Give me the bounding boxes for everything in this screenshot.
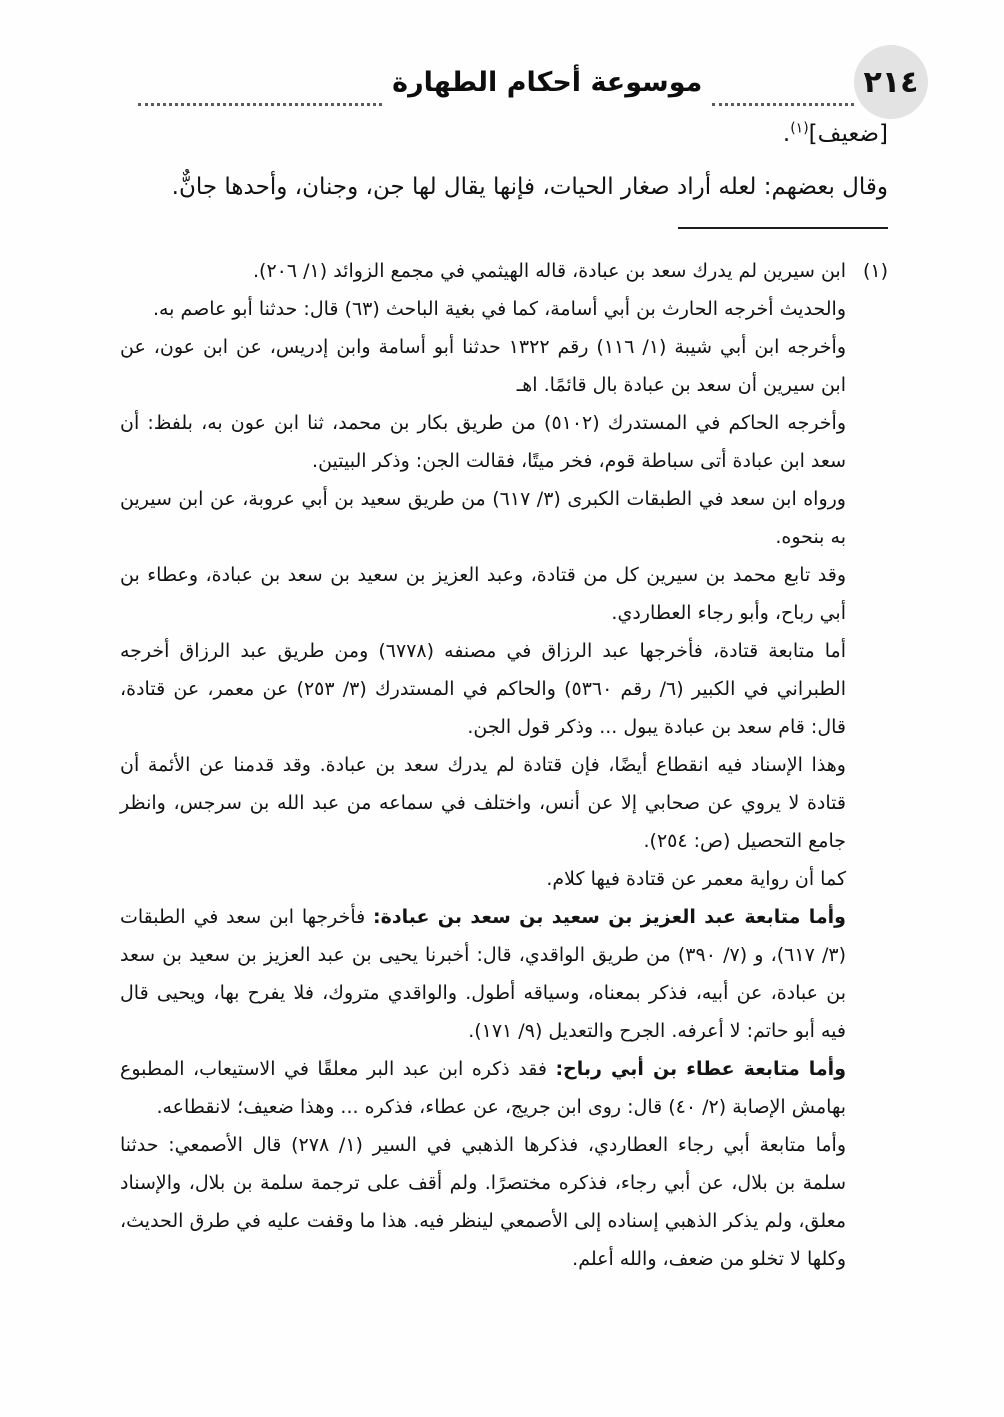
footnote-text: وأما متابعة أبي رجاء العطاردي، فذكرها الذهبي في السير (١/ ٢٧٨) قال الأصمعي: حدثنا سلمة بن بلال، عن أبي رجاء، فذكره مختصرًا. ولم أقف على ترجمة سلمة بن بلال، والإسناد معلق، ولم يذكر الذهبي إسناده إلى الأصمعي لينظر فيه. هذا ما وقفت عليه في طرق الحديث، وكلها لا تخلو من ضعف، والله أعلم. bbox=[120, 1134, 846, 1270]
footnote-paragraph bbox=[120, 632, 846, 746]
footnote-text: فأخرجها ابن سعد في الطبقات (٣/ ٦١٧)، و (٧/ ٣٩٠) من طريق الواقدي، قال: أخبرنا يحيى بن عبد العزيز بن سعيد بن سعد بن عبادة، عن أبيه، فذكر بمعناه، وسياقه أطول. والواقدي متروك، فلا يفرح بها، ويحيى قال فيه أبو حاتم: لا أعرفه. الجرح والتعديل (٩/ ١٧١). bbox=[120, 906, 847, 1042]
commentary-paragraph: وقال بعضهم: لعله أراد صغار الحيات، فإنها يقال لها جن، وجنان، وأحدها جانٌّ. bbox=[171, 173, 888, 200]
footnote-bold-lead: وأما متابعة عطاء بن أبي رباح: bbox=[555, 1058, 847, 1080]
footnote-paragraph bbox=[120, 480, 846, 556]
footnote-text: كما أن رواية معمر عن قتادة فيها كلام. bbox=[546, 868, 846, 890]
footnote-paragraph bbox=[120, 556, 846, 632]
footnotes-section bbox=[120, 252, 888, 1278]
grade-text: [ضعيف] bbox=[808, 121, 888, 147]
footnote-text: ورواه ابن سعد في الطبقات الكبرى (٣/ ٦١٧) من طريق سعيد بن أبي عروبة، عن ابن سيرين به بنحوه. bbox=[120, 488, 846, 548]
footnote-paragraph bbox=[120, 404, 846, 480]
dotted-leader-left bbox=[138, 58, 382, 105]
footnote-text: فقد ذكره ابن عبد البر معلقًا في الاستيعاب، المطبوع بهامش الإصابة (٢/ ٤٠) قال: روى ابن جريج، عن عطاء، فذكره ... وهذا ضعيف؛ لانقطاعه. bbox=[120, 1058, 846, 1118]
footnote-text: وأخرجه الحاكم في المستدرك (٥١٠٢) من طريق بكار بن محمد، ثنا ابن عون به، بلفظ: أن سعد ابن عبادة أتى سباطة قوم، فخر ميتًا، فقالت الجن: وذكر البيتين. bbox=[120, 412, 847, 472]
footnote-text: وهذا الإسناد فيه انقطاع أيضًا، فإن قتادة لم يدرك سعد بن عبادة. وقد قدمنا عن الأئمة أن قتادة لا يروي عن صحابي إلا عن أنس، واختلف في سماعه من عبد الله بن سرجس، وانظر جامع التحصيل (ص: ٢٥٤). bbox=[120, 754, 846, 852]
hadith-grade-line bbox=[118, 112, 888, 157]
footnote-text: وقد تابع محمد بن سيرين كل من قتادة، وعبد العزيز بن سعيد بن سعد بن عبادة، وعطاء بن أبي رباح، وأبو رجاء العطاردي. bbox=[120, 564, 846, 624]
footnote-paragraph bbox=[120, 898, 846, 1050]
grade-period: . bbox=[782, 121, 791, 147]
book-title: موسوعة أحكام الطهارة bbox=[392, 66, 703, 98]
footnote-paragraph bbox=[120, 328, 846, 404]
footnote-paragraph bbox=[120, 1050, 846, 1126]
footnote-text: أما متابعة قتادة، فأخرجها عبد الرزاق في مصنفه (٦٧٧٨) ومن طريق عبد الرزاق أخرجه الطبراني في الكبير (٦/ رقم ٥٣٦٠) والحاكم في المستدرك (٣/ ٢٥٣) عن معمر، عن قتادة، قال: قام سعد بن عبادة يبول ... وذكر قول الجن. bbox=[120, 640, 846, 738]
page-header bbox=[138, 44, 928, 120]
footnote-separator bbox=[678, 227, 888, 229]
dotted-leader-right bbox=[712, 58, 854, 105]
footnote-text: وأخرجه ابن أبي شيبة (١/ ١١٦) رقم ١٣٢٢ حدثنا أبو أسامة وابن إدريس، عن ابن عون، عن ابن سيرين أن سعد بن عبادة بال قائمًا. اهـ bbox=[120, 336, 846, 396]
footnote-bold-lead: وأما متابعة عبد العزيز بن سعيد بن سعد بن عبادة: bbox=[373, 906, 846, 928]
footnote-paragraph bbox=[120, 252, 846, 290]
main-text bbox=[118, 112, 888, 210]
footnote-paragraph bbox=[120, 290, 846, 328]
page-number: ٢١٤ bbox=[863, 64, 919, 100]
footnote-text: ابن سيرين لم يدرك سعد بن عبادة، قاله الهيثمي في مجمع الزوائد (١/ ٢٠٦). bbox=[253, 260, 846, 282]
page-number-badge bbox=[854, 45, 928, 119]
footnote-marker: (١) bbox=[862, 260, 888, 282]
footnote-paragraph bbox=[120, 1126, 846, 1278]
footnote-paragraph bbox=[120, 860, 846, 898]
footnote-paragraph bbox=[120, 746, 846, 860]
footnote-reference: (١) bbox=[790, 120, 809, 137]
footnote-text: والحديث أخرجه الحارث بن أبي أسامة، كما في بغية الباحث (٦٣) قال: حدثنا أبو عاصم به. bbox=[152, 298, 846, 320]
